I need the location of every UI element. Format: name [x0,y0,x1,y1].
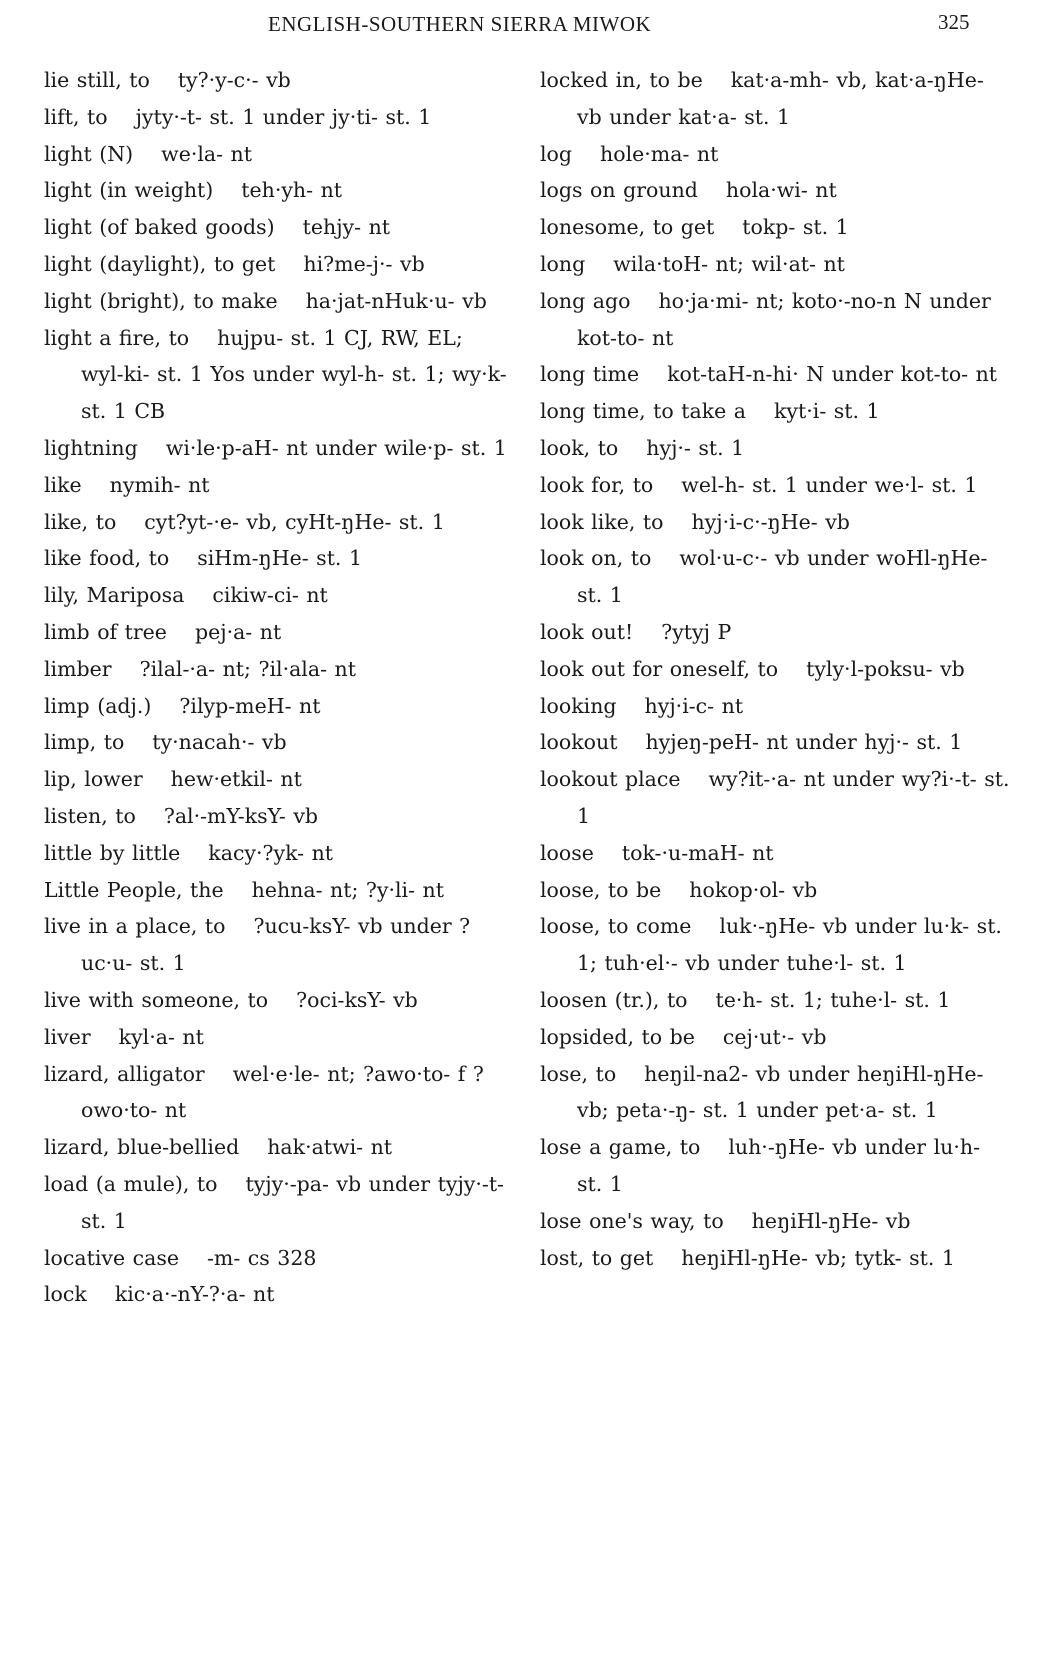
entry-definition: teh·yh- nt [241,178,343,203]
dictionary-entry [44,246,509,283]
entry-headword: loose, to be [540,877,662,902]
entry-headword: liver [44,1024,91,1049]
entry-headword: lose a game, to [540,1135,701,1160]
entry-headword: live in a place, to [44,914,226,939]
entry-headword: load (a mule), to [44,1171,218,1196]
dictionary-entry [540,172,1010,209]
entry-headword: light a fire, to [44,325,190,350]
dictionary-entry [44,136,509,173]
dictionary-entry [540,724,1010,761]
dictionary-entry [44,320,509,430]
entry-headword: listen, to [44,803,136,828]
entry-definition: ty?·y-c·- vb [177,68,291,92]
entry-definition: we·la- nt [161,141,252,166]
entry-headword: like food, to [44,546,170,571]
entry-definition: kacy·?yk- nt [208,840,334,865]
entry-headword: looking [540,693,617,718]
entry-definition: hak·atwi- nt [267,1135,393,1160]
dictionary-entry [44,761,509,798]
dictionary-entry [540,614,1010,651]
entry-headword: Little People, the [44,877,224,902]
entry-definition: kot-taH-n-hi· N under kot-to- nt [667,362,998,387]
dictionary-entry [44,651,509,688]
dictionary-entry [540,540,1010,614]
dictionary-entry [540,1129,1010,1203]
dictionary-entry [540,872,1010,909]
dictionary-entry [44,209,509,246]
entry-definition: hi?me-j·- vb [303,251,425,276]
dictionary-entry [540,504,1010,541]
entry-headword: lizard, alligator [44,1061,205,1086]
entry-headword: limp, to [44,730,125,755]
entry-headword: like [44,472,82,497]
entry-definition: hyj·- st. 1 [646,435,745,460]
dictionary-entry [540,467,1010,504]
entry-definition: hokop·ol- vb [689,877,818,902]
page-number: 325 [938,10,970,34]
entry-definition: nymih- nt [109,472,210,497]
dictionary-entry [540,982,1010,1019]
dictionary-entry [540,761,1010,835]
entry-headword: light (in weight) [44,178,214,203]
entry-headword: logs on ground [540,178,698,203]
entry-headword: lock [44,1282,87,1307]
dictionary-entry [540,835,1010,872]
entry-headword: long [540,251,586,276]
entry-headword: look out for oneself, to [540,656,779,681]
running-title: ENGLISH-SOUTHERN SIERRA MIWOK [268,12,652,36]
entry-headword: look out! [540,619,634,644]
entry-headword: little by little [44,840,181,865]
entry-definition: siHm-ŋHe- st. 1 [197,546,363,571]
entry-definition: cikiw-ci- nt [212,583,328,608]
entry-headword: look like, to [540,509,664,534]
entry-headword: lose, to [540,1061,617,1086]
entry-definition: ty·nacah·- vb [152,730,287,755]
entry-definition: tyly·l-poksu- vb [806,656,965,681]
entry-headword: long time [540,362,640,387]
entry-definition: ho·ja·mi- nt; koto·-no-n N under kot-to- nt [577,288,991,350]
entry-definition: hehna- nt; ?y·li- nt [251,877,444,902]
dictionary-entry [540,136,1010,173]
entry-definition: hew·etkil- nt [170,767,302,792]
entry-definition: wy?it-·a- nt under wy?i·-t- st. 1 [577,767,1010,828]
entry-headword: loosen (tr.), to [540,987,688,1012]
dictionary-entry [44,614,509,651]
dictionary-entry [44,172,509,209]
entry-headword: long ago [540,288,631,313]
dictionary-entry [44,724,509,761]
entry-headword: lookout place [540,767,681,792]
entry-definition: ?ilyp-meH- nt [179,693,321,718]
entry-headword: long time, to take a [540,399,746,424]
entry-definition: kyl·a- nt [118,1024,204,1049]
dictionary-entry [44,62,509,99]
dictionary-entry [540,283,1010,357]
entry-definition: cyt?yt-·e- vb, cyHt-ŋHe- st. 1 [144,509,445,534]
dictionary-entry [44,577,509,614]
dictionary-entry [44,283,509,320]
left-column [44,62,509,1313]
dictionary-entry [44,982,509,1019]
entry-headword: light (of baked goods) [44,215,275,240]
entry-definition: -m- cs 328 [206,1245,317,1270]
entry-headword: lost, to get [540,1245,654,1270]
entry-definition: ?oci-ksY- vb [296,987,418,1012]
dictionary-entry [44,835,509,872]
dictionary-entry [44,504,509,541]
entry-definition: wol·u-c·- vb under woHl-ŋHe- st. 1 [577,546,988,608]
dictionary-entry [44,1166,509,1240]
entry-headword: lightning [44,435,138,460]
dictionary-entry [540,651,1010,688]
entry-headword: lopsided, to be [540,1024,695,1049]
entry-definition: ?ytyj P [661,619,732,644]
page-header [0,8,1040,40]
entry-definition: kyt·i- st. 1 [774,399,880,424]
entry-headword: lie still, to [44,68,150,92]
dictionary-entry [540,393,1010,430]
dictionary-entry [540,430,1010,467]
entry-headword: lonesome, to get [540,215,715,240]
entry-headword: light (N) [44,141,134,166]
entry-headword: light (daylight), to get [44,251,276,276]
dictionary-entry [540,1240,1010,1277]
dictionary-entry [540,688,1010,725]
dictionary-entry [540,246,1010,283]
entry-definition: hyj·i-c·-ŋHe- vb [691,509,850,534]
dictionary-entry [540,1203,1010,1240]
entry-headword: limber [44,656,112,681]
dictionary-entry [44,688,509,725]
entry-headword: look for, to [540,472,654,497]
entry-headword: loose, to come [540,914,692,939]
entry-definition: hole·ma- nt [600,141,719,166]
dictionary-entry [540,62,1010,136]
dictionary-entry [44,908,509,982]
entry-definition: heŋil-na2- vb under heŋiHl-ŋHe- vb; peta·-ŋ- st. 1 under pet·a- st. 1 [577,1061,984,1123]
entry-headword: light (bright), to make [44,288,278,313]
entry-definition: ha·jat-nHuk·u- vb [305,288,487,313]
dictionary-entry [540,356,1010,393]
entry-headword: lookout [540,730,618,755]
entry-definition: te·h- st. 1; tuhe·l- st. 1 [715,987,951,1012]
dictionary-entry [44,430,509,467]
entry-headword: look on, to [540,546,652,571]
dictionary-entry [540,1056,1010,1130]
entry-headword: lizard, blue-bellied [44,1135,240,1160]
dictionary-entry [44,1019,509,1056]
entry-definition: wel-h- st. 1 under we·l- st. 1 [681,472,978,497]
right-column [540,62,1010,1276]
entry-definition: tehjy- nt [302,215,391,240]
entry-definition: wi·le·p-aH- nt under wile·p- st. 1 [165,435,507,460]
entry-definition: luk·-ŋHe- vb under lu·k- st. 1; tuh·el·- vb under tuhe·l- st. 1 [577,914,1002,976]
dictionary-entry [44,798,509,835]
dictionary-entry [44,467,509,504]
dictionary-entry [44,1240,509,1277]
entry-definition: kic·a·-nY-?·a- nt [114,1282,275,1307]
entry-definition: ?ucu-ksY- vb under ?uc·u- st. 1 [81,914,471,976]
entry-definition: ?ilal-·a- nt; ?il·ala- nt [139,656,356,681]
entry-headword: limp (adj.) [44,693,152,718]
entry-definition: ?al·-mY-ksY- vb [163,803,319,828]
dictionary-entry [44,540,509,577]
entry-headword: look, to [540,435,619,460]
entry-definition: tok-·u-maH- nt [621,840,774,865]
dictionary-entry [44,872,509,909]
dictionary-entry [44,1056,509,1130]
dictionary-entry [540,908,1010,982]
entry-definition: pej·a- nt [194,619,282,644]
entry-headword: loose [540,840,594,865]
entry-definition: jyty·-t- st. 1 under jy·ti- st. 1 [135,104,432,129]
entry-headword: lip, lower [44,767,143,792]
dictionary-entry [44,99,509,136]
dictionary-entry [540,209,1010,246]
entry-headword: lose one's way, to [540,1208,724,1233]
entry-definition: wel·e·le- nt; ?awo·to- f ?owo·to- nt [81,1061,484,1123]
entry-definition: heŋiHl-ŋHe- vb [751,1208,911,1233]
dictionary-entry [44,1129,509,1166]
entry-definition: tyjy·-pa- vb under tyjy·-t- st. 1 [81,1171,504,1233]
entry-headword: log [540,141,573,166]
entry-definition: cej·ut·- vb [722,1024,827,1049]
entry-headword: lily, Mariposa [44,583,185,608]
dictionary-entry [540,1019,1010,1056]
entry-headword: like, to [44,509,117,534]
entry-definition: wila·toH- nt; wil·at- nt [613,251,845,276]
entry-headword: lift, to [44,104,108,129]
entry-definition: hujpu- st. 1 CJ, RW, EL; wyl-ki- st. 1 Yos under wyl-h- st. 1; wy·k- st. 1 CB [81,325,507,424]
entry-headword: limb of tree [44,619,167,644]
entry-headword: live with someone, to [44,987,269,1012]
entry-definition: hyj·i-c- nt [644,693,744,718]
entry-definition: tokp- st. 1 [742,215,849,240]
entry-definition: heŋiHl-ŋHe- vb; tytk- st. 1 [681,1245,955,1270]
entry-definition: hola·wi- nt [725,178,837,203]
entry-definition: hyjeŋ-peH- nt under hyj·- st. 1 [645,730,963,755]
entry-headword: locative case [44,1245,179,1270]
entry-definition: luh·-ŋHe- vb under lu·h- st. 1 [577,1135,981,1196]
entry-definition: kat·a-mh- vb, kat·a-ŋHe- vb under kat·a- st. 1 [577,68,984,129]
entry-headword: locked in, to be [540,68,703,92]
dictionary-entry [44,1276,509,1313]
